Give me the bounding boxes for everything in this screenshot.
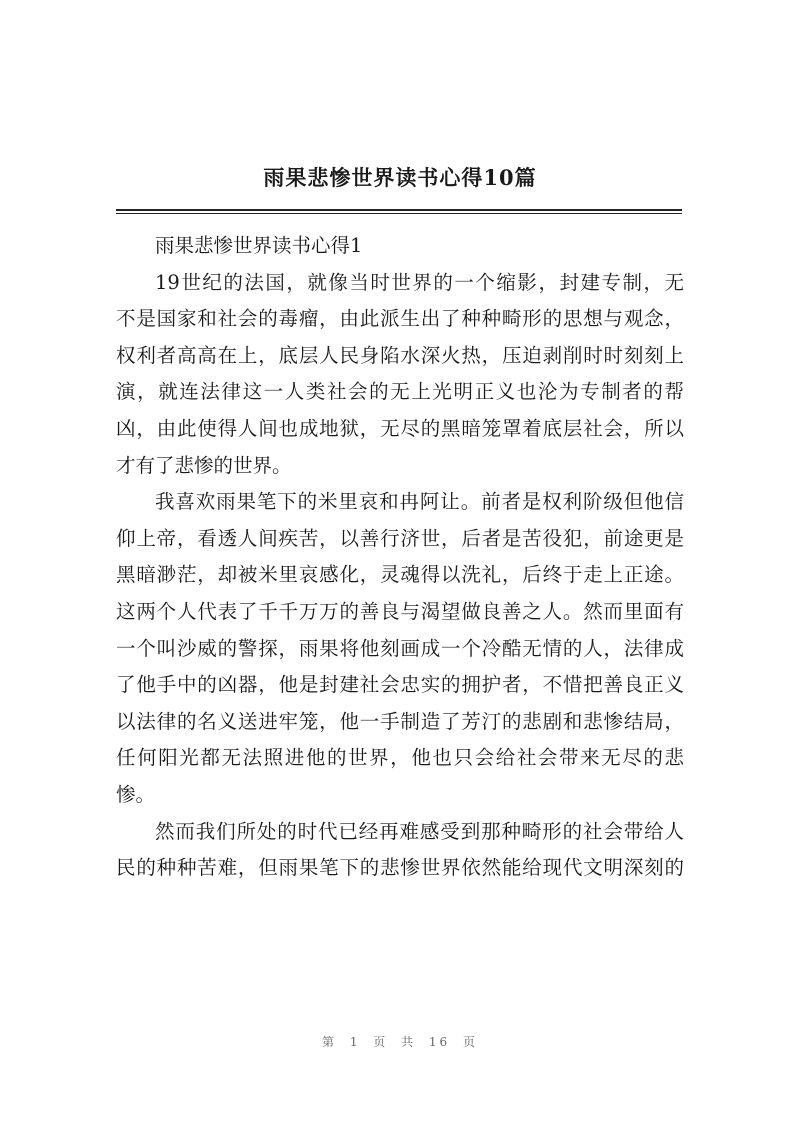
text-line: 凶，由此使得人间也成地狱，无尽的黑暗笼罩着底层社会，所以 xyxy=(116,416,684,440)
title-divider xyxy=(116,209,682,211)
text-line: 19世纪的法国，就像当时世界的一个缩影，封建专制，无 xyxy=(155,270,684,294)
text-line: 才有了悲惨的世界。 xyxy=(116,453,292,477)
page-footer: 第 1 页 共 16 页 xyxy=(322,1035,478,1049)
text-line: 了他手中的凶器，他是封建社会忠实的拥护者，不惜把善良正义 xyxy=(116,673,684,697)
text-line: 惨。 xyxy=(116,782,156,806)
document-body xyxy=(116,228,684,887)
text-line: 以法律的名义送进牢笼，他一手制造了芳汀的悲剧和悲惨结局， xyxy=(116,709,684,733)
text-line: 黑暗渺茫，却被米里哀感化，灵魂得以洗礼，后终于走上正途。 xyxy=(116,563,684,587)
title-divider-thin xyxy=(116,213,682,214)
text-line: 仰上帝，看透人间疾苦，以善行济世，后者是苦役犯，前途更是 xyxy=(116,526,684,550)
text-line: 一个叫沙威的警探，雨果将他刻画成一个冷酷无情的人，法律成 xyxy=(116,636,684,660)
text-line: 任何阳光都无法照进他的世界，他也只会给社会带来无尽的悲 xyxy=(116,746,684,770)
text-line: 这两个人代表了千千万万的善良与渴望做良善之人。然而里面有 xyxy=(116,599,684,623)
text-line: 演，就连法律这一人类社会的无上光明正义也沦为专制者的帮 xyxy=(116,380,684,404)
text-line: 然而我们所处的时代已经再难感受到那种畸形的社会带给人 xyxy=(155,819,684,843)
text-line: 不是国家和社会的毒瘤，由此派生出了种种畸形的思想与观念， xyxy=(116,307,684,331)
text-line: 民的种种苦难，但雨果笔下的悲惨世界依然能给现代文明深刻的 xyxy=(116,856,684,880)
document-title: 雨果悲惨世界读书心得10篇 xyxy=(263,165,537,190)
text-line: 权利者高高在上，底层人民身陷水深火热，压迫剥削时时刻刻上 xyxy=(116,343,684,367)
text-line: 我喜欢雨果笔下的米里哀和冉阿让。前者是权利阶级但他信 xyxy=(155,490,684,514)
text-line: 雨果悲惨世界读书心得1 xyxy=(155,234,363,257)
